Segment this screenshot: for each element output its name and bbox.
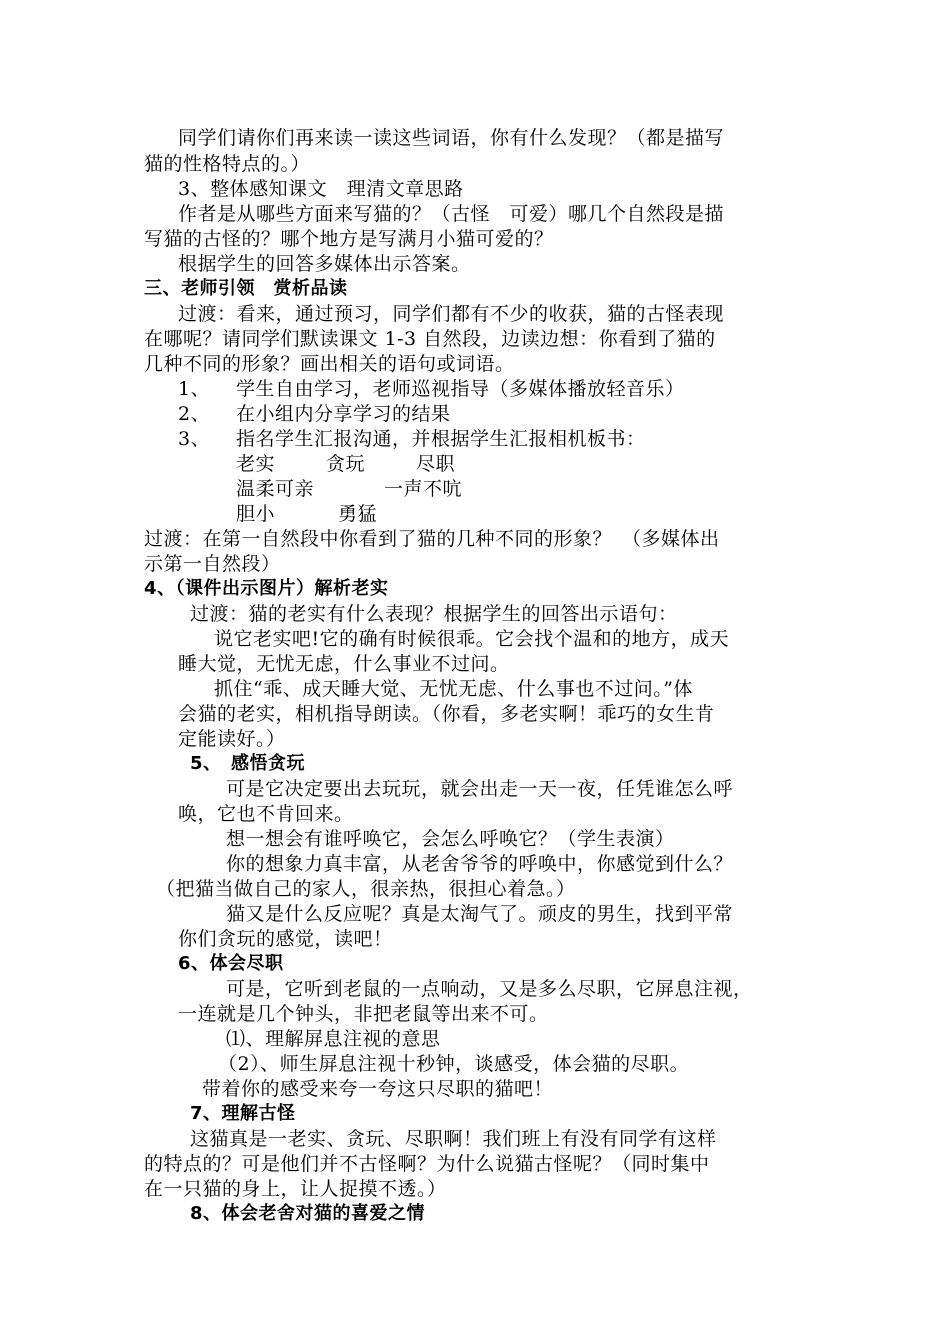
text-line: 猫又是什么反应呢？真是太淘气了。顽皮的男生，找到平常 xyxy=(226,903,734,925)
section-heading: 7、理解古怪 xyxy=(190,1103,296,1124)
text-line: 定能读好。） xyxy=(178,728,286,750)
board-word: 胆小 xyxy=(236,503,276,525)
text-line: 带着你的感受来夸一夸这只尽职的猫吧！ xyxy=(202,1078,554,1100)
section-heading: 5、 感悟贪玩 xyxy=(190,753,306,774)
text-line: 一连就是几个钟头，非把老鼠等出来不可。 xyxy=(178,1003,549,1025)
board-word: 一声不吭 xyxy=(384,478,463,500)
text-line: 根据学生的回答多媒体出示答案。 xyxy=(178,253,471,275)
text-line: 过渡：在第一自然段中你看到了猫的几种不同的形象？ （多媒体出 xyxy=(144,528,720,550)
text-line: 这猫真是一老实、贪玩、尽职啊！我们班上有没有同学有这样 xyxy=(190,1128,717,1150)
list-item-text: 学生自由学习，老师巡视指导（多媒体播放轻音乐） xyxy=(236,378,685,400)
text-line: 在哪呢？请同学们默读课文 1-3 自然段，边读边想：你看到了猫的 xyxy=(144,328,716,350)
board-word: 温柔可亲 xyxy=(236,478,315,500)
text-line: 过渡：看来，通过预习，同学们都有不少的收获，猫的古怪表现 xyxy=(178,303,725,325)
text-line: （2）、师生屏息注视十秒钟，谈感受，体会猫的尽职。 xyxy=(218,1053,690,1075)
board-word: 老实 xyxy=(236,453,276,475)
text-line: 猫的性格特点的。） xyxy=(144,153,311,175)
board-word: 贪玩 xyxy=(326,453,366,475)
section-heading: 8、体会老舍对猫的喜爱之情 xyxy=(190,1203,426,1224)
list-item-text: 在小组内分享学习的结果 xyxy=(236,403,451,425)
text-line: 说它老实吧!它的确有时候很乖。它会找个温和的地方，成天 xyxy=(214,628,730,650)
text-line: 可是它决定要出去玩玩，就会出走一天一夜，任凭谁怎么呼 xyxy=(226,778,734,800)
text-line: 你的想象力真丰富，从老舍爷爷的呼唤中，你感觉到什么？ xyxy=(226,853,734,875)
text-line: 会猫的老实，相机指导朗读。（你看，多老实啊！乖巧的女生肯 xyxy=(178,703,715,725)
text-line: 唤，它也不肯回来。 xyxy=(178,803,354,825)
section-heading: 6、体会尽职 xyxy=(178,953,284,974)
text-line: 想一想会有谁呼唤它，会怎么呼唤它？（学生表演） xyxy=(226,828,675,850)
text-line: 抓住“乖、成天睡大觉、无忧无虑、什么事也不过问。”体 xyxy=(214,678,693,700)
text-line: 3、整体感知课文 理清文章思路 xyxy=(178,178,464,200)
text-line: 同学们请你们再来读一读这些词语，你有什么发现？（都是描写 xyxy=(178,127,725,149)
text-line: 写猫的古怪的？哪个地方是写满月小猫可爱的？ xyxy=(144,228,554,250)
section-heading: 三、老师引领 赏析品读 xyxy=(144,278,348,299)
board-word: 勇猛 xyxy=(338,503,378,525)
text-line: ⑴、理解屏息注视的意思 xyxy=(226,1028,441,1050)
board-word: 尽职 xyxy=(416,453,456,475)
list-number: 1、 xyxy=(178,378,211,400)
list-number: 2、 xyxy=(178,403,211,425)
text-line: 的特点的？可是他们并不古怪啊？为什么说猫古怪呢？（同时集中 xyxy=(144,1153,710,1175)
text-line: 你们贪玩的感觉，读吧！ xyxy=(178,928,393,950)
text-line: 在一只猫的身上，让人捉摸不透。） xyxy=(144,1178,447,1200)
list-item-text: 指名学生汇报沟通，并根据学生汇报相机板书： xyxy=(236,428,646,450)
text-line: 示第一自然段） xyxy=(144,553,281,575)
text-line: 作者是从哪些方面来写猫的？（古怪 可爱）哪几个自然段是描 xyxy=(178,203,725,225)
text-line: （把猫当做自己的家人，很亲热，很担心着急。） xyxy=(156,878,576,900)
text-line: 可是，它听到老鼠的一点响动，又是多么尽职，它屏息注视， xyxy=(226,978,753,1000)
section-heading: 4、（课件出示图片）解析老实 xyxy=(144,578,389,599)
text-line: 过渡：猫的老实有什么表现？根据学生的回答出示语句： xyxy=(190,603,678,625)
list-number: 3、 xyxy=(178,428,211,450)
text-line: 几种不同的形象？画出相关的语句或词语。 xyxy=(144,353,515,375)
text-line: 睡大觉，无忧无虑，什么事业不过问。 xyxy=(178,653,510,675)
